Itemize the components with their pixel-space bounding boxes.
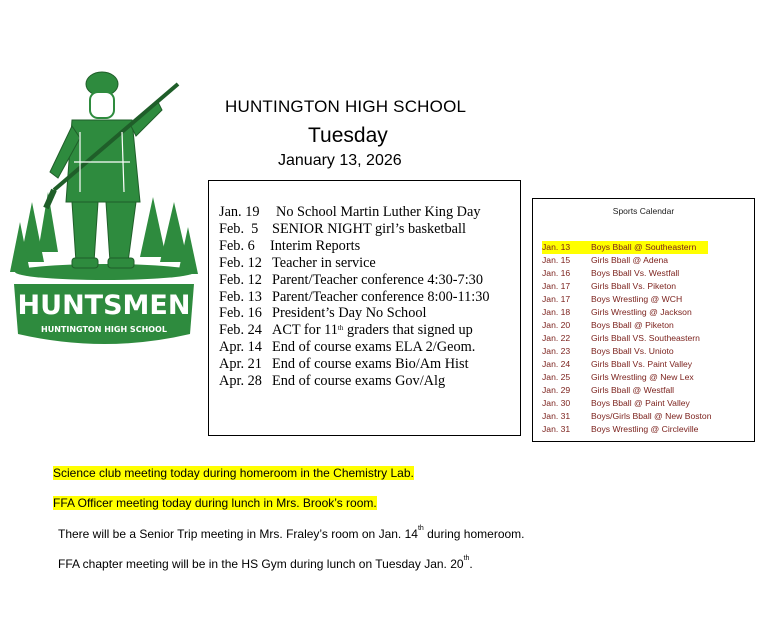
sports-event: Boys Bball @ Southeastern [591, 242, 697, 252]
announcement-text: FFA chapter meeting will be in the HS Gym during lunch on Tuesday Jan. 20 [58, 557, 464, 571]
sports-date: Jan. 17 [542, 281, 571, 291]
sports-date: Jan. 31 [542, 411, 571, 421]
event-row [219, 238, 490, 255]
sports-row [542, 358, 712, 371]
sports-list [542, 241, 712, 436]
events-list [219, 204, 490, 390]
event-row [219, 204, 490, 221]
announcement-ffa-officer: FFA Officer meeting today during lunch in Mrs. Brook’s room. [53, 496, 377, 510]
sports-date: Jan. 22 [542, 333, 571, 343]
event-text: End of course exams ELA 2/Geom. [272, 339, 476, 356]
announcement-superscript: th [463, 555, 470, 562]
sports-date: Jan. 15 [542, 255, 571, 265]
sports-event: Girls Wrestling @ Jackson [591, 307, 692, 317]
sports-date: Jan. 24 [542, 359, 571, 369]
sports-row [542, 319, 712, 332]
event-row [219, 373, 490, 390]
event-text: Interim Reports [270, 237, 361, 254]
sports-event: Boys Bball Vs. Unioto [591, 346, 674, 356]
event-text: Parent/Teacher conference 4:30-7:30 [272, 271, 483, 288]
school-name: HUNTINGTON HIGH SCHOOL [225, 97, 467, 116]
sports-row [542, 254, 712, 267]
sports-row [542, 332, 712, 345]
event-date: Jan. 19 [219, 204, 260, 220]
event-text: SENIOR NIGHT girl’s basketball [272, 220, 466, 237]
event-text-superscript: th [337, 324, 344, 333]
huntsman-mascot-icon [10, 62, 200, 347]
event-text-suffix: graders that signed up [343, 322, 473, 339]
logo-wordmark: HUNTSMEN [17, 290, 191, 321]
sports-date: Jan. 16 [542, 268, 571, 278]
sports-event: Boys/Girls Bball @ New Boston [591, 411, 712, 421]
event-row [219, 305, 490, 322]
event-text: President’s Day No School [272, 305, 427, 322]
sports-row [542, 410, 712, 423]
announcement-text-suffix: . [469, 557, 473, 571]
event-date: Feb. 5 [219, 220, 259, 237]
announcement-text-suffix: during homeroom. [423, 527, 525, 541]
announcement-superscript: th [417, 525, 424, 532]
sports-row [542, 267, 712, 280]
sports-date: Jan. 25 [542, 372, 571, 382]
sports-event: Boys Bball @ Paint Valley [591, 398, 690, 408]
event-row [219, 356, 490, 373]
sports-event: Boys Wrestling @ Circleville [591, 424, 699, 434]
sports-calendar-title: Sports Calendar [612, 206, 675, 216]
sports-calendar-box [532, 198, 755, 442]
sports-event: Girls Bball VS. Southeastern [591, 333, 700, 343]
sports-event: Girls Bball Vs. Piketon [591, 281, 677, 291]
event-text: Teacher in service [272, 254, 376, 271]
sports-row-today [542, 241, 708, 254]
event-row [219, 339, 490, 356]
event-row [219, 255, 490, 272]
sports-date: Jan. 23 [542, 346, 571, 356]
sports-row [542, 371, 712, 384]
upcoming-events-box [208, 180, 521, 436]
current-date: January 13, 2026 [278, 152, 402, 169]
event-text: Parent/Teacher conference 8:00-11:30 [272, 288, 490, 305]
event-row [219, 272, 490, 289]
announcement-ffa-chapter [58, 557, 473, 571]
sports-date: Jan. 18 [542, 307, 571, 317]
sports-event: Boys Wrestling @ WCH [591, 294, 683, 304]
event-date: Apr. 21 [219, 356, 262, 373]
logo-subtitle: HUNTINGTON HIGH SCHOOL [41, 325, 167, 334]
event-date: Apr. 14 [219, 339, 262, 356]
event-text: No School Martin Luther King Day [276, 204, 481, 220]
event-date: Feb. 12 [219, 271, 262, 288]
sports-event: Boys Bball Vs. Westfall [591, 268, 680, 278]
event-row [219, 221, 490, 238]
sports-date: Jan. 29 [542, 385, 571, 395]
event-text: End of course exams Bio/Am Hist [272, 356, 469, 373]
sports-date: Jan. 31 [542, 424, 571, 434]
announcement-text: There will be a Senior Trip meeting in Mrs. Fraley’s room on Jan. 14 [58, 527, 418, 541]
event-date: Feb. 24 [219, 322, 262, 339]
sports-event: Boys Bball @ Piketon [591, 320, 674, 330]
sports-row [542, 384, 712, 397]
sports-date: Jan. 13 [542, 242, 571, 252]
event-text: ACT for 11 [272, 322, 338, 339]
sports-row [542, 423, 712, 436]
sports-event: Girls Bball Vs. Paint Valley [591, 359, 693, 369]
event-date: Apr. 28 [219, 373, 262, 390]
sports-date: Jan. 17 [542, 294, 571, 304]
event-row [219, 322, 490, 339]
sports-row [542, 306, 712, 319]
sports-row [542, 345, 712, 358]
day-of-week: Tuesday [308, 124, 388, 147]
sports-row [542, 280, 712, 293]
event-text: End of course exams Gov/Alg [272, 373, 446, 390]
event-date: Feb. 12 [219, 254, 262, 271]
announcement-science-club: Science club meeting today during homeroom in the Chemistry Lab. [53, 466, 414, 480]
announcement-senior-trip [58, 527, 525, 541]
sports-row [542, 397, 712, 410]
event-date: Feb. 13 [219, 288, 262, 305]
sports-date: Jan. 30 [542, 398, 571, 408]
sports-event: Girls Bball @ Adena [591, 255, 669, 265]
sports-event: Girls Wrestling @ New Lex [591, 372, 694, 382]
event-date: Feb. 16 [219, 305, 262, 322]
sports-row [542, 293, 712, 306]
sports-event: Girls Bball @ Westfall [591, 385, 675, 395]
sports-date: Jan. 20 [542, 320, 571, 330]
huntsmen-logo [10, 62, 200, 347]
event-date: Feb. 6 [219, 237, 255, 254]
event-row [219, 289, 490, 306]
